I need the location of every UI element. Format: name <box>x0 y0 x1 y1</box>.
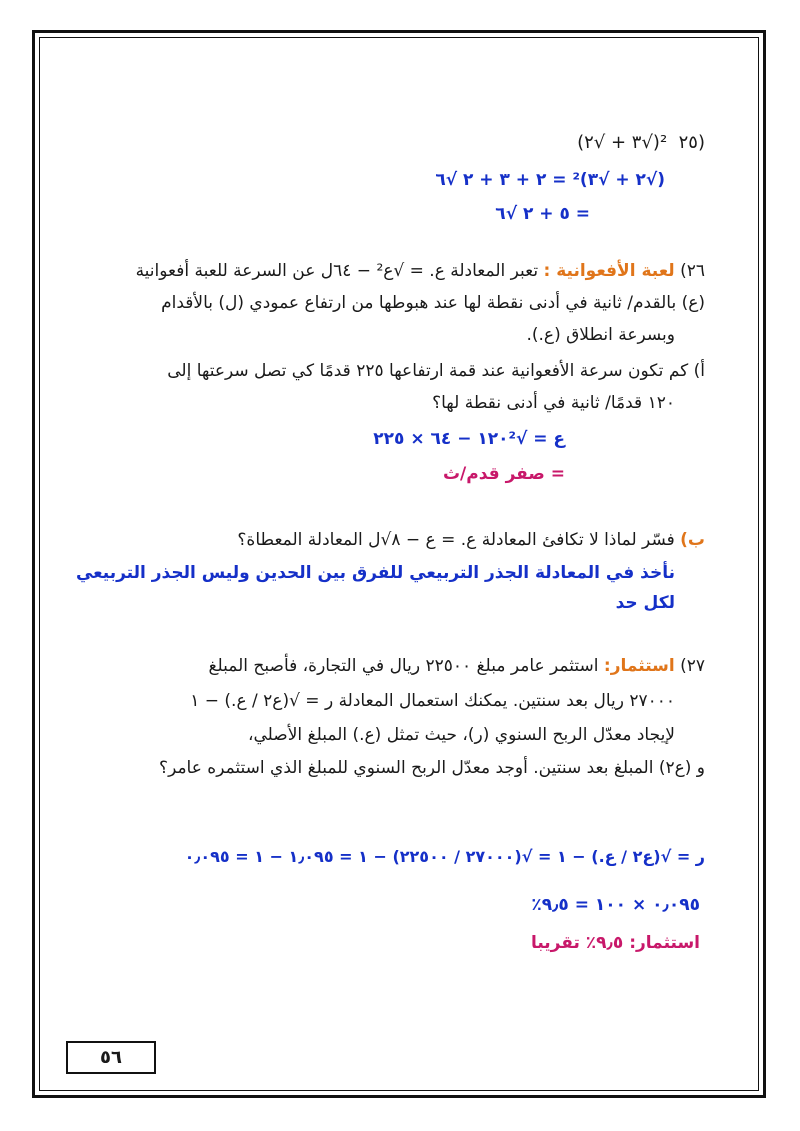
part-b-q: فسّر لماذا لا تكافئ المعادلة ع. = ع − ٨√ل المعادلة المعطاة؟ <box>237 530 675 550</box>
problem-25-step1: (√٢ + √٣)² = ٢ + ٣ + ٢ √٦ <box>435 170 665 190</box>
problem-26-line3: وبسرعة انطلاق (ع.). <box>526 325 675 345</box>
problem-27-equation1: ر = √(ع٢ / ع.) − ١ = √(٢٧٠٠٠ / ٢٢٥٠٠) − ١ = ١٫٠٩٥ − ١ = ٠٫٠٩٥ <box>184 847 705 866</box>
problem-25-header <box>577 132 705 154</box>
part-a-q1: كم تكون سرعة الأفعوانية عند قمة ارتفاعها ٢٢٥ قدمًا كي تصل سرعتها إلى <box>167 361 689 381</box>
problem-25-expression: ²(√٣ + √٢) <box>577 132 668 153</box>
problem-26-part-b-question <box>237 529 705 551</box>
problem-26-number: ٢٦) <box>680 261 705 281</box>
problem-27-equation2: ٠٫٠٩٥ × ١٠٠ = ٩٫٥٪ <box>531 895 700 915</box>
problem-27-line3: لإيجاد معدّل الربح السنوي (ر)، حيث تمثل (ع.) المبلغ الأصلي، <box>248 725 675 745</box>
problem-26-title: لعبة الأفعوانية : <box>543 261 675 281</box>
page-number: ٥٦ <box>100 1047 122 1068</box>
problem-27-title: استثمار: <box>603 656 675 676</box>
problem-25-number: (٢٥ <box>678 132 705 153</box>
part-b-answer-line1: نأخذ في المعادلة الجذر التربيعي للفرق بين الحدين وليس الجذر التربيعي <box>75 563 675 583</box>
problem-26-line2: (ع) بالقدم/ ثانية في أدنى نقطة لها عند هبوطها من ارتفاع عمودي (ل) بالأقدام <box>161 293 705 313</box>
part-a-label: أ) <box>693 361 705 381</box>
problem-27-line4: و (ع٢) المبلغ بعد سنتين. أوجد معدّل الربح السنوي للمبلغ الذي استثمره عامر؟ <box>159 758 705 778</box>
problem-27-number: ٢٧) <box>680 656 705 676</box>
problem-26-part-a-question <box>167 360 705 382</box>
problem-27-answer: استثمار: ٩٫٥٪ تقريبا <box>530 933 700 953</box>
problem-27-statement: استثمر عامر مبلغ ٢٢٥٠٠ ريال في التجارة، فأصبح المبلغ <box>208 656 599 676</box>
part-b-label: ب) <box>680 530 705 550</box>
problem-27-line2: ٢٧٠٠٠ ريال بعد سنتين. يمكنك استعمال المعادلة ر = √(ع٢ / ع.) − ١ <box>190 691 675 711</box>
part-a-q2: ١٢٠ قدمًا/ ثانية في أدنى نقطة لها؟ <box>432 393 675 413</box>
part-b-answer-line2: لكل حد <box>615 593 675 613</box>
problem-27-line1 <box>208 655 705 677</box>
problem-26-line1 <box>136 260 705 282</box>
part-a-equation: ع = √١٢٠² − ٦٤ × ٢٢٥ <box>373 429 565 449</box>
part-a-answer: = صفر قدم/ث <box>442 464 565 484</box>
problem-25-step2: = ٥ + ٢ √٦ <box>495 204 590 224</box>
page-number-box <box>66 1041 156 1074</box>
problem-26-statement: تعبر المعادلة ع. = √ع² − ٦٤ل عن السرعة للعبة أفعوانية <box>135 261 539 281</box>
